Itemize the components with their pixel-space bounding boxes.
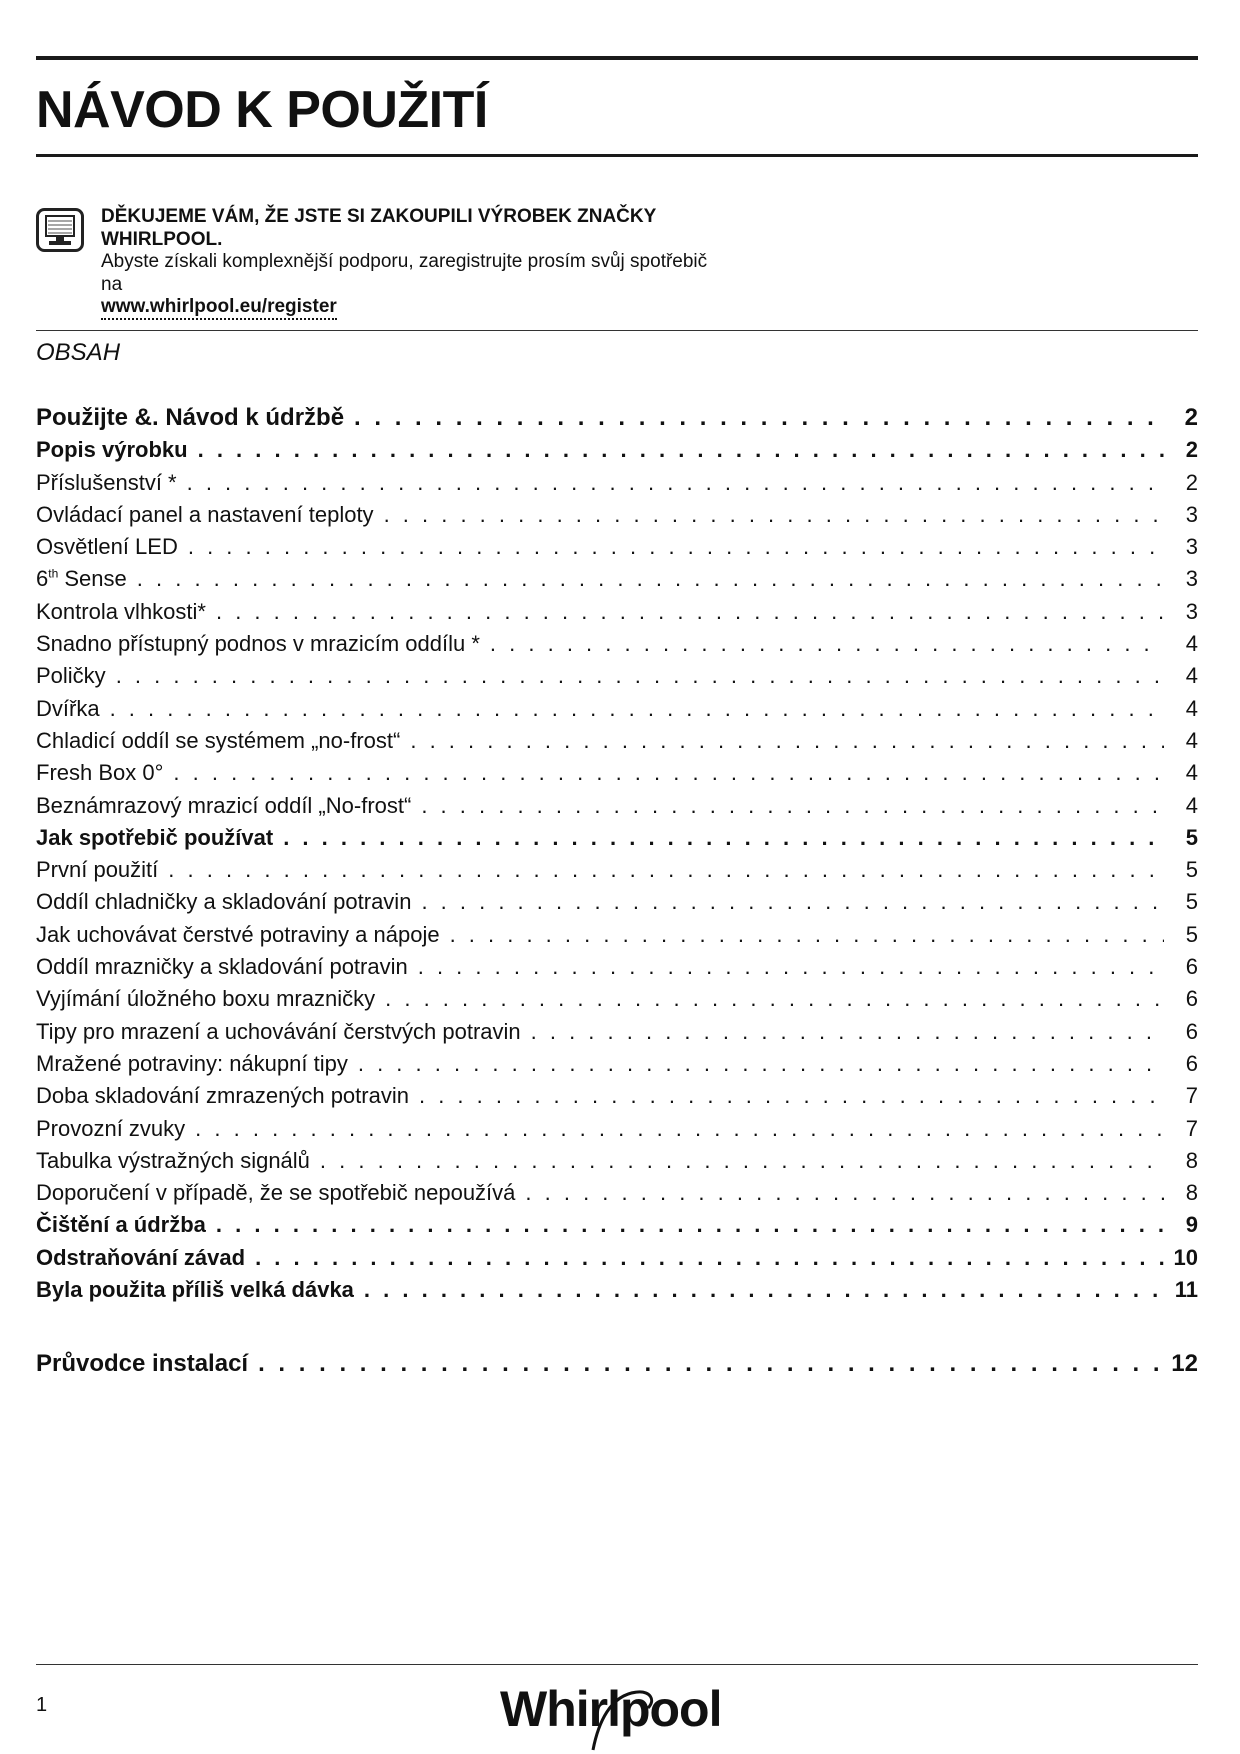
toc-entry-page: 6 — [1185, 986, 1198, 1012]
manual-page — [36, 0, 1198, 1754]
logo-wordmark: Whirlpool — [500, 1681, 722, 1737]
toc-entry-label: Čištění a údržba — [36, 1212, 206, 1238]
toc-dot-leader — [418, 951, 1164, 983]
toc-entry[interactable] — [36, 951, 1198, 983]
toc-dot-leader — [173, 757, 1164, 789]
toc-entry-label: Popis výrobku — [36, 437, 188, 463]
toc-entry-page: 4 — [1185, 792, 1198, 818]
toc-entry[interactable] — [36, 1016, 1198, 1048]
toc-entry-page: 7 — [1185, 1083, 1198, 1109]
toc-entry-label: Mražené potraviny: nákupní tipy — [36, 1050, 348, 1076]
toc-entry-page: 2 — [1185, 469, 1198, 495]
toc-dot-leader — [168, 854, 1164, 886]
toc-entry-label: Vyjímání úložného boxu mrazničky — [36, 986, 376, 1012]
toc-dot-leader — [188, 531, 1164, 563]
toc-dot-leader — [358, 1048, 1164, 1080]
toc-entry[interactable] — [36, 563, 1198, 595]
toc-entry[interactable] — [36, 1209, 1198, 1241]
table-of-contents — [36, 402, 1198, 1381]
toc-dot-leader — [198, 434, 1164, 466]
toc-entry[interactable] — [36, 919, 1198, 951]
toc-entry[interactable] — [36, 1080, 1198, 1112]
toc-entry-page: 11 — [1174, 1277, 1198, 1303]
toc-entry-label: Chladicí oddíl se systémem „no-frost“ — [36, 727, 401, 753]
toc-dot-leader — [216, 596, 1164, 628]
toc-entry[interactable] — [36, 1048, 1198, 1080]
toc-dot-leader — [187, 467, 1164, 499]
registration-notice — [36, 206, 736, 318]
toc-entry[interactable] — [36, 499, 1198, 531]
toc-entry-label: Byla použita příliš velká dávka — [36, 1277, 354, 1303]
toc-entry-page: 8 — [1185, 1147, 1198, 1173]
toc-dot-leader — [216, 1209, 1164, 1241]
toc-entry-page: 3 — [1185, 566, 1198, 592]
toc-dot-leader — [258, 1348, 1161, 1380]
toc-entry[interactable] — [36, 1348, 1198, 1380]
toc-dot-leader — [421, 790, 1164, 822]
toc-entry-page: 4 — [1185, 760, 1198, 786]
toc-dot-leader — [384, 499, 1164, 531]
toc-entry-page: 3 — [1185, 534, 1198, 560]
toc-entry[interactable] — [36, 1177, 1198, 1209]
toc-entry-label: Poličky — [36, 663, 106, 689]
toc-entry-page: 6 — [1185, 1050, 1198, 1076]
toc-entry[interactable] — [36, 531, 1198, 563]
notice-text — [101, 206, 711, 320]
toc-entry-label: Fresh Box 0° — [36, 760, 164, 786]
notice-body: Abyste získali komplexnější podporu, zaregistrujte prosím svůj spotřebič na — [101, 251, 708, 295]
toc-dot-leader — [364, 1274, 1164, 1306]
toc-entry[interactable] — [36, 628, 1198, 660]
toc-entry-page: 2 — [1184, 404, 1198, 431]
toc-entry[interactable] — [36, 725, 1198, 757]
whirlpool-logo — [498, 1664, 728, 1754]
toc-entry[interactable] — [36, 596, 1198, 628]
toc-entry-page: 5 — [1185, 889, 1198, 915]
toc-dot-leader — [354, 402, 1164, 434]
toc-entry[interactable] — [36, 854, 1198, 886]
toc-entry[interactable] — [36, 790, 1198, 822]
toc-entry-label: Tabulka výstražných signálů — [36, 1147, 310, 1173]
toc-dot-leader — [320, 1145, 1164, 1177]
toc-entry[interactable] — [36, 1242, 1198, 1274]
toc-entry-page: 4 — [1185, 631, 1198, 657]
toc-entry-label: Osvětlení LED — [36, 534, 178, 560]
toc-entry-page: 8 — [1185, 1180, 1198, 1206]
toc-entry-page: 3 — [1185, 598, 1198, 624]
toc-entry-label: Doba skladování zmrazených potravin — [36, 1083, 409, 1109]
toc-entry-page: 2 — [1185, 437, 1198, 463]
monitor-icon — [36, 208, 84, 252]
top-rule — [36, 56, 1198, 60]
toc-entry-label: Dvířka — [36, 695, 100, 721]
toc-dot-leader — [421, 886, 1164, 918]
toc-entry[interactable] — [36, 1274, 1198, 1306]
page-number: 1 — [36, 1694, 48, 1716]
toc-entry-page: 4 — [1185, 695, 1198, 721]
toc-dot-leader — [195, 1113, 1164, 1145]
toc-entry[interactable] — [36, 660, 1198, 692]
toc-entry[interactable] — [36, 434, 1198, 466]
toc-dot-leader — [255, 1242, 1163, 1274]
toc-dot-leader — [450, 919, 1164, 951]
toc-entry-label: Tipy pro mrazení a uchovávání čerstvých potravin — [36, 1018, 521, 1044]
toc-entry-page: 9 — [1185, 1212, 1198, 1238]
toc-dot-leader — [410, 725, 1164, 757]
toc-entry-label: Doporučení v případě, že se spotřebič nepoužívá — [36, 1180, 516, 1206]
toc-entry-label: První použití — [36, 857, 159, 883]
toc-entry-page: 7 — [1185, 1115, 1198, 1141]
toc-entry-label: Odstraňování závad — [36, 1244, 246, 1270]
toc-entry-page: 5 — [1185, 857, 1198, 883]
toc-entry-page: 5 — [1185, 921, 1198, 947]
toc-entry-page: 6 — [1185, 1018, 1198, 1044]
toc-dot-leader — [525, 1177, 1164, 1209]
toc-entry-label: Oddíl mrazničky a skladování potravin — [36, 954, 408, 980]
toc-entry-label: Kontrola vlhkosti* — [36, 598, 206, 624]
page-title: NÁVOD K POUŽITÍ — [36, 81, 488, 139]
toc-entry-label: Jak spotřebič používat — [36, 824, 274, 850]
toc-entry-label: Jak uchovávat čerstvé potraviny a nápoje — [36, 921, 440, 947]
toc-entry[interactable] — [36, 402, 1198, 434]
toc-entry[interactable] — [36, 822, 1198, 854]
toc-entry[interactable] — [36, 467, 1198, 499]
toc-entry[interactable] — [36, 886, 1198, 918]
toc-entry[interactable] — [36, 693, 1198, 725]
contents-label: OBSAH — [36, 339, 121, 366]
toc-entry-page: 10 — [1173, 1244, 1198, 1270]
toc-entry-label: Oddíl chladničky a skladování potravin — [36, 889, 412, 915]
toc-entry-label: 6th Sense — [36, 566, 127, 592]
toc-entry-label: Snadno přístupný podnos v mrazicím oddílu * — [36, 631, 480, 657]
toc-dot-leader — [110, 693, 1164, 725]
toc-entry[interactable] — [36, 1145, 1198, 1177]
toc-entry[interactable] — [36, 1113, 1198, 1145]
toc-entry-label: Příslušenství * — [36, 469, 177, 495]
toc-entry-label: Beznámrazový mrazicí oddíl „No-frost“ — [36, 792, 412, 818]
toc-entry-page: 6 — [1185, 954, 1198, 980]
toc-entry-label: Ovládací panel a nastavení teploty — [36, 501, 374, 527]
toc-dot-leader — [283, 822, 1164, 854]
toc-entry-label: Provozní zvuky — [36, 1115, 186, 1141]
toc-entry-page: 12 — [1171, 1350, 1198, 1378]
toc-entry[interactable] — [36, 983, 1198, 1015]
toc-entry-label: Použijte &. Návod k údržbě — [36, 404, 345, 431]
toc-entry[interactable] — [36, 757, 1198, 789]
toc-entry-page: 4 — [1185, 727, 1198, 753]
registration-link[interactable]: www.whirlpool.eu/register — [101, 297, 337, 320]
toc-dot-leader — [137, 563, 1164, 595]
toc-entry-label: Průvodce instalací — [36, 1350, 249, 1378]
title-rule — [36, 154, 1198, 157]
toc-dot-leader — [490, 628, 1164, 660]
toc-dot-leader — [385, 983, 1164, 1015]
toc-dot-leader — [419, 1080, 1164, 1112]
toc-entry-page: 5 — [1185, 824, 1198, 850]
notice-heading: DĚKUJEME VÁM, ŽE JSTE SI ZAKOUPILI VÝROBEK ZNAČKY WHIRLPOOL. — [101, 206, 656, 250]
toc-entry-page: 4 — [1185, 663, 1198, 689]
toc-dot-leader — [531, 1016, 1164, 1048]
toc-entry-page: 3 — [1185, 501, 1198, 527]
toc-dot-leader — [116, 660, 1164, 692]
notice-rule — [36, 330, 1198, 331]
